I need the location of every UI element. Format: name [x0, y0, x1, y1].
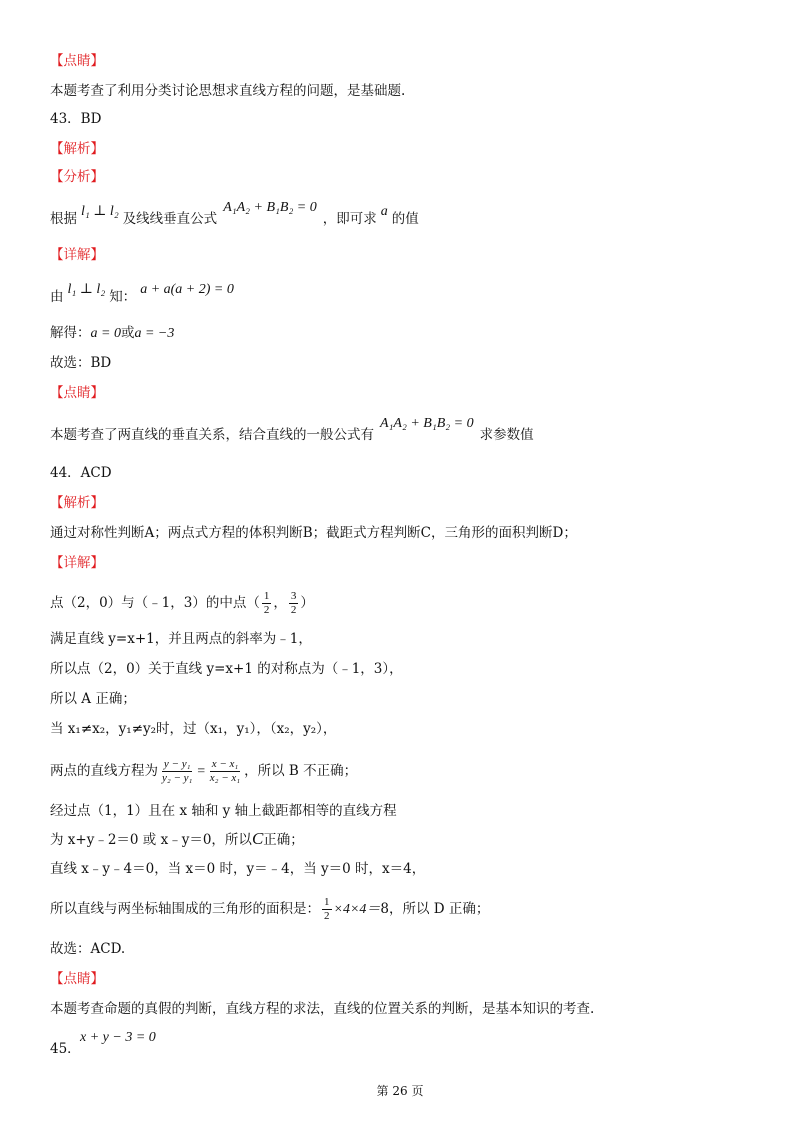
fraction-denominator: x₂ − x₁ [209, 772, 241, 784]
summary-44: 本题考查命题的真假的判断，直线方程的求法，直线的位置关系的判断，是基本知识的考查. [50, 1001, 595, 1017]
step2-solution-a: a = 0 [90, 326, 121, 341]
fraction-denominator: 2 [290, 604, 297, 616]
perpendicular-formula: A₁A₂ + B₁B₂ = 0 [223, 200, 317, 215]
question-43-header: 43．BD [50, 111, 102, 127]
section-label-xiangjie-44: 【详解】 [50, 555, 104, 571]
analysis-line [50, 200, 419, 229]
step1-mid: 知： [109, 289, 137, 305]
line-c-correct [50, 830, 304, 849]
analysis-variable: a [380, 204, 388, 219]
section-label-dianjing-43: 【点睛】 [50, 385, 104, 401]
analysis-mid: 及线线垂直公式 [122, 211, 218, 227]
line-line-intercepts: 直线 x﹣y﹣4＝0，当 x＝0 时，y＝﹣4，当 y＝0 时，x＝4， [50, 861, 426, 877]
step2-or: 或 [120, 325, 135, 341]
answer-44: 故选：ACD. [50, 941, 126, 957]
area-suffix: 8，所以 D 正确； [380, 901, 490, 917]
summary-43-prefix: 本题考查了两直线的垂直关系，结合直线的一般公式有 [50, 427, 374, 443]
fraction-numerator: x − x₁ [211, 758, 239, 770]
fraction-three-halves [289, 590, 299, 617]
fraction-y [160, 758, 194, 785]
fraction-denominator: 2 [263, 604, 270, 616]
perpendicular-condition: l₁ ⊥ l₂ [81, 204, 119, 219]
section-label-dianjing: 【点睛】 [50, 53, 104, 69]
summary-text: 本题考查了利用分类讨论思想求直线方程的问题，是基础题. [50, 83, 406, 99]
analysis-prefix: 根据 [50, 211, 77, 227]
midpoint-suffix: ） [300, 595, 314, 611]
solution-step-2 [50, 324, 174, 343]
area-prefix: 所以直线与两坐标轴围成的三角形的面积是： [50, 901, 320, 917]
step1-equation: a + a(a + 2) = 0 [140, 282, 234, 297]
two-point-suffix: ，所以 B 不正确； [244, 763, 358, 779]
two-point-prefix: 两点的直线方程为 [50, 763, 158, 779]
section-label-dianjing-44: 【点睛】 [50, 971, 104, 987]
summary-43 [50, 416, 534, 445]
step1-condition: l₁ ⊥ l₂ [67, 282, 106, 297]
c-line-prefix: 为 x+y﹣2＝0 或 x﹣y＝0，所以 [50, 832, 252, 848]
section-label-xiangjie: 【详解】 [50, 247, 104, 263]
line-two-point-form [50, 758, 357, 785]
section-label-jiexi: 【解析】 [50, 141, 104, 157]
midpoint-prefix: 点（2，0）与（﹣1，3）的中点（ [50, 595, 260, 611]
line-condition: 当 x₁≠x₂，y₁≠y₂时，过（x₁，y₁），（x₂，y₂）， [50, 721, 337, 737]
analysis-post: ，即可求 [322, 211, 377, 227]
line-symmetric-point: 所以点（2，0）关于直线 y=x+1 的对称点为（﹣1，3）， [50, 661, 403, 677]
line-intercept: 经过点（1，1）且在 x 轴和 y 轴上截距都相等的直线方程 [50, 803, 397, 819]
equals-sign: = [196, 764, 206, 779]
question-44-header: 44．ACD [50, 465, 112, 481]
fraction-numerator: 1 [324, 896, 330, 908]
step1-prefix: 由 [50, 289, 64, 305]
solution-step-1 [50, 282, 238, 307]
summary-43-post: 求参数值 [479, 427, 534, 443]
c-line-suffix: 正确； [263, 832, 304, 848]
step2-solution-b: a = −3 [134, 326, 175, 341]
answer-43: 故选：BD [50, 355, 112, 371]
fraction-denominator: y₂ − y₁ [162, 772, 193, 784]
section-label-fenxi: 【分析】 [50, 169, 104, 185]
summary-43-formula: A₁A₂ + B₁B₂ = 0 [380, 416, 474, 431]
intro-44: 通过对称性判断A；两点式方程的体积判断B；截距式方程判断C，三角形的面积判断D； [50, 525, 577, 541]
line-area [50, 896, 489, 923]
fraction-numerator: 3 [290, 590, 297, 602]
line-slope: 满足直线 y=x+1，并且两点的斜率为﹣1， [50, 631, 312, 647]
page-number: 第 26 页 [376, 1084, 424, 1098]
fraction-half-1 [262, 590, 272, 617]
option-c: C [251, 829, 264, 848]
line-a-correct: 所以 A 正确； [50, 691, 136, 707]
midpoint-separator: ， [273, 595, 287, 611]
question-45-header: 45． [50, 1041, 81, 1057]
analysis-end: 的值 [391, 211, 419, 227]
line-midpoint [50, 590, 314, 617]
fraction-half-2 [322, 896, 332, 923]
question-45-formula: x + y − 3 = 0 [80, 1030, 156, 1045]
section-label-jiexi-44: 【解析】 [50, 495, 104, 511]
fraction-numerator: y − y₁ [163, 758, 191, 770]
fraction-denominator: 2 [324, 910, 330, 922]
fraction-x [208, 758, 242, 785]
area-expression: ×4×4＝ [333, 902, 381, 917]
step2-prefix: 解得： [50, 325, 91, 341]
fraction-numerator: 1 [263, 590, 270, 602]
